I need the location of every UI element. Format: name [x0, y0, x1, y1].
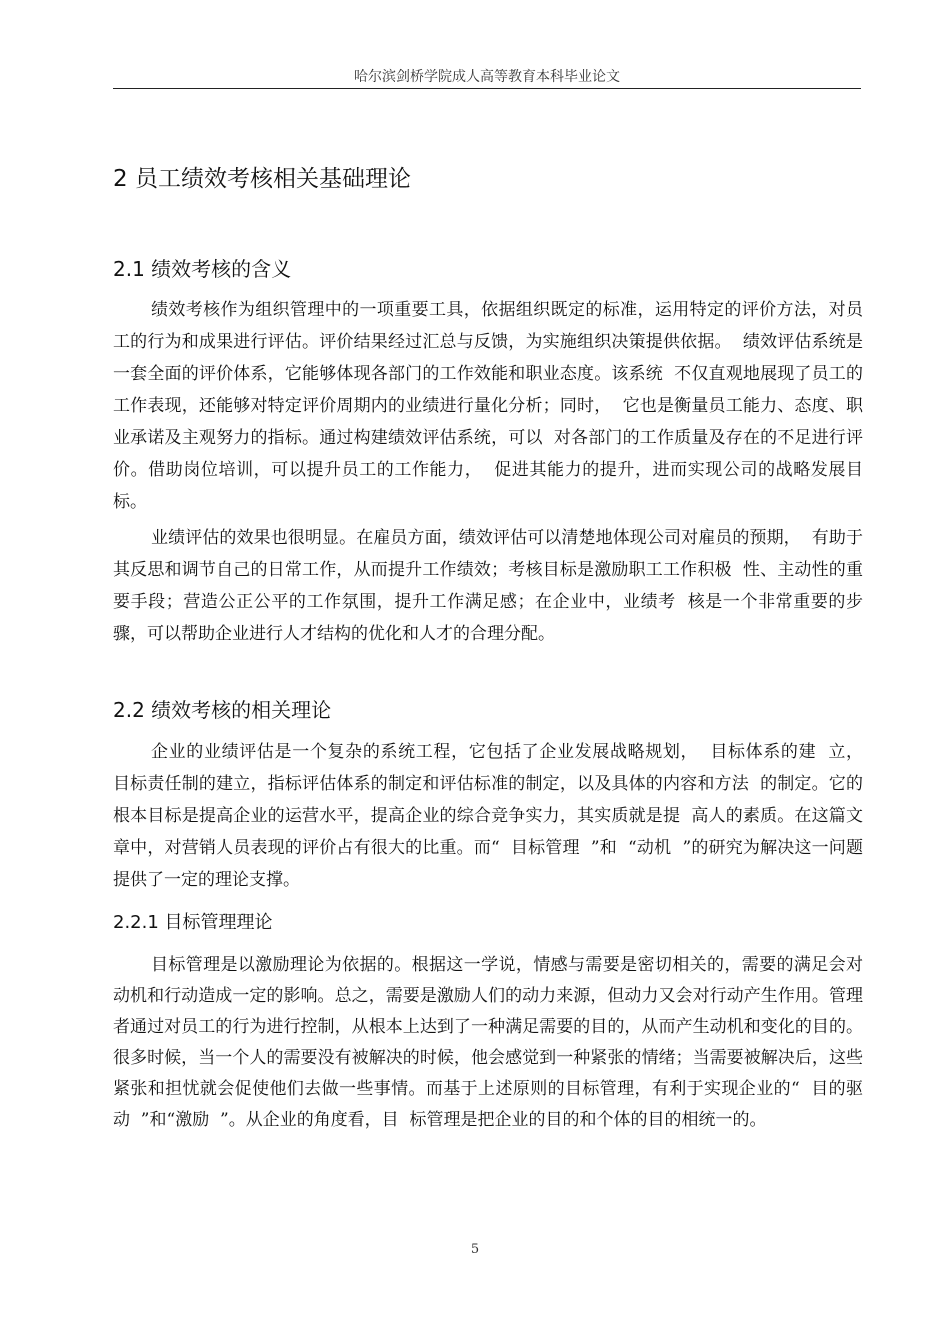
- section-2-1-paragraph-2: 业绩评估的效果也很明显。在雇员方面，绩效评估可以清楚地体现公司对雇员的预期， 有助于其反思和调节自己的日常工作，从而提升工作绩效；考核目标是激励职工工作积极 性、主动性的重要手段；营造公正公平的工作氛围，提升工作满足感；在企业中，业绩考 核是一个非常重要的步骤，可以帮助企业进行人才结构的优化和人才的合理分配。: [113, 528, 863, 644]
- section-2-2-1-paragraph-1: 目标管理是以激励理论为依据的。根据这一学说，情感与需要是密切相关的，需要的满足会对动机和行动造成一定的影响。总之，需要是激励人们的动力来源，但动力又会对行动产生作用。管理者通过对员工的行为进行控制，从根本上达到了一种满足需要的目的，从而产生动机和变化的目的。很多时候，当一个人的需要没有被解决的时候，他会感觉到一种紧张的情绪；当需要被解决后，这些紧张和担忧就会促使他们去做一些事情。而基于上述原则的目标管理，有利于实现企业的“ 目的驱动 ”和“激励 ”。从企业的角度看，目 标管理是把企业的目的和个体的目的相统一的。: [113, 955, 863, 1130]
- page-number: 5: [470, 1242, 480, 1257]
- section-title-2-1: 2.1 绩效考核的含义: [113, 257, 292, 281]
- section-title-2-2-1: 2.2.1 目标管理理论: [113, 912, 273, 933]
- chapter-title: 2 员工绩效考核相关基础理论: [113, 166, 411, 192]
- section-2-2-paragraph-1: 企业的业绩评估是一个复杂的系统工程，它包括了企业发展战略规划， 目标体系的建 立， 目标责任制的建立，指标评估体系的制定和评估标准的制定，以及具体的内容和方法 的制定。它的根本目标是提高企业的运营水平，提高企业的综合竞争实力，其实质就是提 高人的素质。在这篇文章中，对营销人员表现的评价占有很大的比重。而“ 目标管理 ”和 “动机 ”的研究为解决这一问题提供了一定的理论支撑。: [113, 742, 874, 890]
- running-header: 哈尔滨剑桥学院成人高等教育本科毕业论文: [354, 69, 620, 85]
- section-2-1-paragraph-1: 绩效考核作为组织管理中的一项重要工具，依据组织既定的标准，运用特定的评价方法，对员工的行为和成果进行评估。评价结果经过汇总与反馈，为实施组织决策提供依据。 绩效评估系统是一套全面的评价体系，它能够体现各部门的工作效能和职业态度。该系统 不仅直观地展现了员工的工作表现，还能够对特定评价周期内的业绩进行量化分析；同时， 它也是衡量员工能力、态度、职业承诺及主观努力的指标。通过构建绩效评估系统，可以 对各部门的工作质量及存在的不足进行评价。借助岗位培训，可以提升员工的工作能力， 促进其能力的提升，进而实现公司的战略发展目标。: [113, 300, 863, 512]
- header-rule: [113, 88, 861, 89]
- section-title-2-2: 2.2 绩效考核的相关理论: [113, 698, 332, 722]
